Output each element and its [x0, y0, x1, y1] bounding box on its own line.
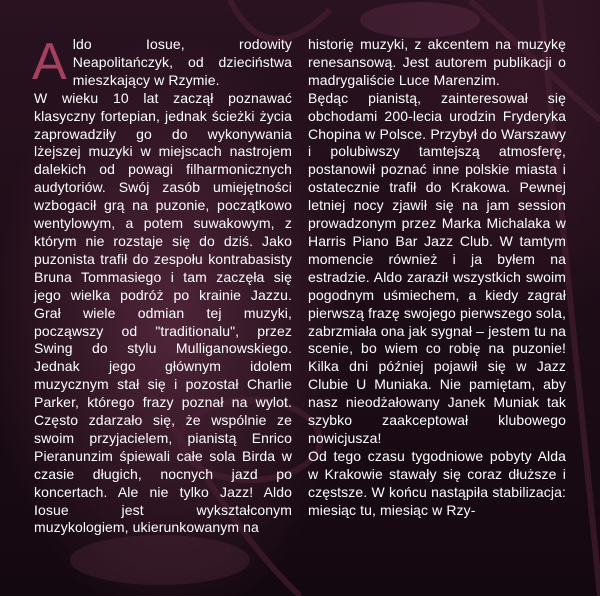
right-column [308, 36, 566, 519]
intro-paragraph [32, 33, 292, 91]
intro-text: ldo Iosue, rodowity Neapolitańczyk, od dzieciństwa mieszkający w Rzymie. [72, 36, 292, 88]
paragraph: W wieku 10 lat zaczął poznawać klasyczny fortepian, jednak ścieżki życia zaprowadziły go do wykonywania lżejszej muzyki w miejscach nastrojem dalekich od powagi filharmonicznych audytoriów. Swój zasób umiejętności wzbogacił grą na puzonie, początkowo wentylowym, a potem suwakowym, z którym nie rozstaje się do dziś. Jako puzonista trafił do zespołu kontrabasisty Bruna Tommasiego i tam zaczęła się jego wielka podróż po krainie Jazzu. Grał wiele odmian tej muzyki, począwszy od "traditionalu", przez Swing do stylu Mulliganowskiego. Jednak jego głównym idolem muzycznym stał się i pozostał Charlie Parker, którego frazy poznał na wylot. Często zdarzało się, że wspólnie ze swoim przyjacielem, pianistą Enrico Pieranunzim śpiewali całe sola Birda w czasie długich, nocnych jazd po koncertach. Ale nie tylko Jazz! Aldo Iosue jest wykształconym muzykologiem, ukierunkowanym na [34, 89, 292, 536]
left-column [32, 33, 292, 537]
drop-cap-letter: A [32, 33, 67, 91]
paragraph: historię muzyki, z akcentem na muzykę renesansową. Jest autorem publikacji o madrygaliście Luce Marenzim. [308, 36, 566, 88]
paragraph: Od tego czasu tygodniowe pobyty Alda w Krakowie stawały się coraz dłuższe i częstsze. W końcu nastąpiła stabilizacja: miesiąc tu, miesiąc w Rzy- [308, 447, 566, 518]
paragraph: Będąc pianistą, zainteresował się obchodami 200-lecia urodzin Fryderyka Chopina w Polsce. Przybył do Warszawy i polubiwszy tamtejszą atmosferę, postanowił poznać inne polskie miasta i ostatecznie trafił do Krakowa. Pewnej letniej nocy zjawił się na jam session prowadzonym przez Marka Michalaka w Harris Piano Bar Jazz Club. W tamtym momencie również i ja byłem na estradzie. Aldo zaraził wszystkich swoim pogodnym uśmiechem, a kiedy zagrał pierwszą frazę swojego pierwszego sola, zabrzmiała ona jak sygnał – jestem tu na scenie, bo wiem co robię na puzonie! Kilka dni później pojawił się w Jazz Clubie U Muniaka. Nie pamiętam, aby nasz nieodżałowany Janek Muniak tak szybko zaakceptował klubowego nowicjusza! [308, 89, 566, 446]
